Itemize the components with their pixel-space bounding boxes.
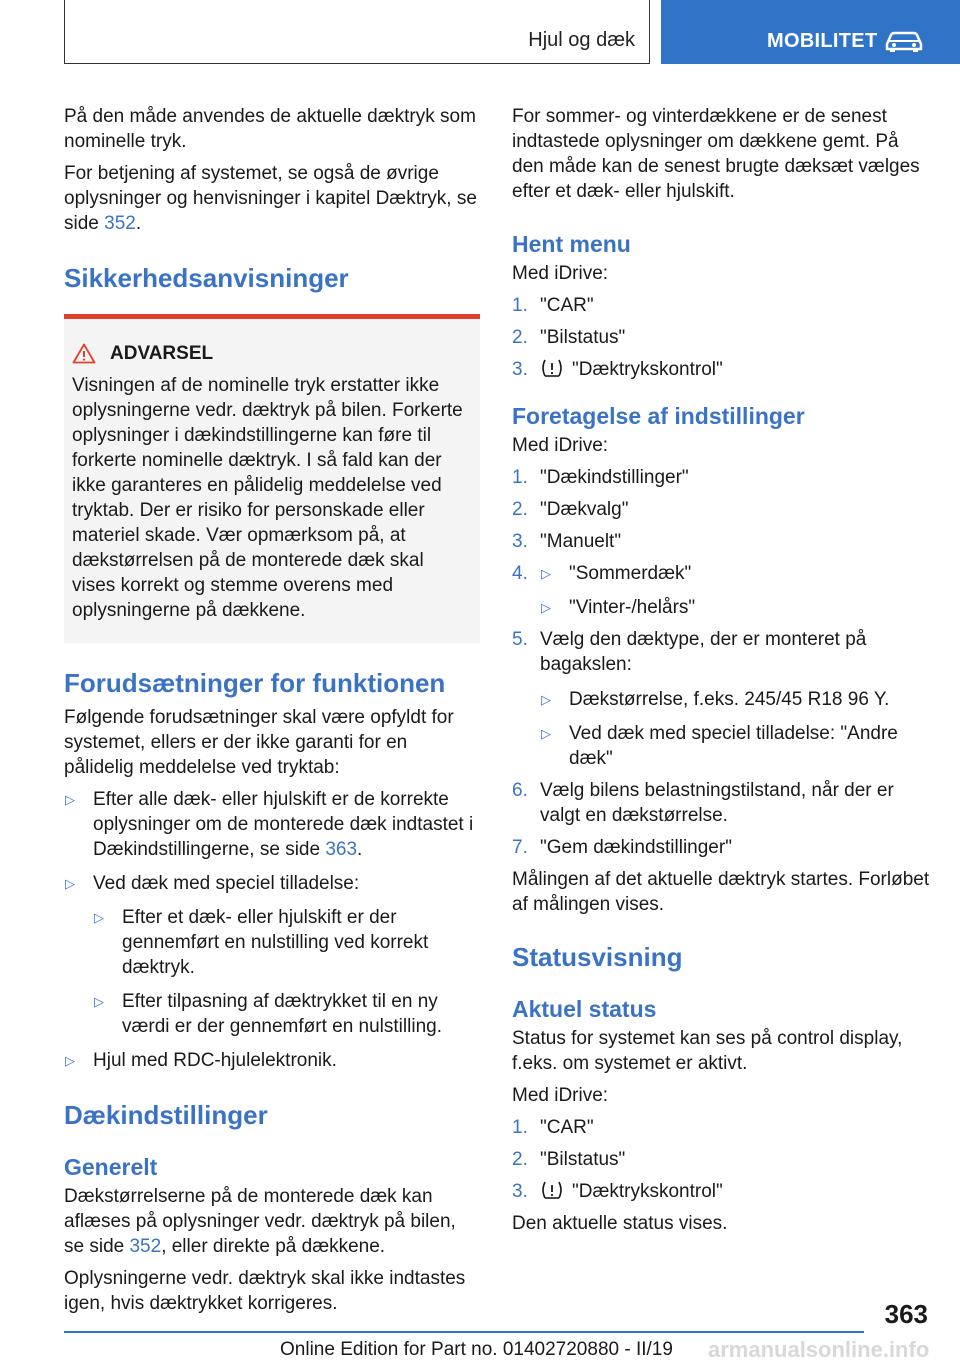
option-text: Ved dæk med speciel tilladelse: "Andre dæk" <box>569 723 898 769</box>
general-paragraph-2: Oplysningerne vedr. dæktryk skal ikke indtastes igen, hvis dæktrykket korrigeres. <box>64 1268 466 1314</box>
step-number: 1. <box>512 467 528 488</box>
tire-pressure-icon <box>540 1180 564 1200</box>
list-item <box>540 561 932 586</box>
bullet-triangle-icon: ▷ <box>65 792 75 807</box>
status-intro: Med iDrive: <box>512 1085 609 1106</box>
step-text: "Dækindstillinger" <box>540 467 689 488</box>
prerequisites-intro: Følgende forudsætninger skal være opfyldt for systemet, ellers er der ikke garanti for en pålidelig meddelelse ved tryktab: <box>64 707 454 778</box>
step-number: 1. <box>512 295 528 316</box>
heading-current-status: Aktuel status <box>512 996 657 1022</box>
prereq-subitem-1-text: Efter et dæk- eller hjulskift er der gennemført en nulstilling ved korrekt dæktryk. <box>122 907 429 978</box>
list-item <box>512 357 932 382</box>
status-steps <box>512 1115 932 1204</box>
option-text: Dækstørrelse, f.eks. 245/45 R18 96 Y. <box>569 689 890 710</box>
step-text: "Dæktrykskontrol" <box>572 359 723 380</box>
list-item <box>512 835 932 860</box>
step-text: "Gem dækindstillinger" <box>540 837 732 858</box>
list-item <box>512 325 932 350</box>
option-text: "Vinter-/helårs" <box>569 597 696 618</box>
step-number: 3. <box>512 1181 528 1202</box>
status-result: Den aktuelle status vises. <box>512 1213 728 1234</box>
heading-menu: Hent menu <box>512 231 631 257</box>
heading-safety: Sikkerhedsanvisninger <box>64 263 349 293</box>
step-number: 6. <box>512 780 528 801</box>
step-number: 1. <box>512 1117 528 1138</box>
prereq-item-1-end: . <box>357 839 363 860</box>
bullet-triangle-icon: ▷ <box>541 566 551 581</box>
step-text: "CAR" <box>540 295 594 316</box>
general-paragraph-1 <box>64 1184 480 1259</box>
general-paragraph-1-text: Dækstørrelserne på de monterede dæk kan aflæses på oplysninger vedr. dæktryk på bilen, se side <box>64 1186 456 1257</box>
step-text: "Dæktrykskontrol" <box>572 1181 723 1202</box>
list-item <box>64 871 480 1039</box>
heading-general: Generelt <box>64 1154 158 1180</box>
list-item <box>512 778 932 828</box>
step-number: 2. <box>512 1149 528 1170</box>
warning-text: Visningen af de nominelle tryk erstatter ikke oplysningerne vedr. dæktryk på bilen. Forkerte oplysninger i dækindstillingerne kan føre til forkerte nominelle dæktryk. I så fald kan der ikke garanteres en pålidelig meddelelse ved tryktab. Der er risiko for personskade eller materiel skade. Vær opmærksom på, at dækstørrelsen på de monterede dæk skal vises korrekt og stemme overens med oplysningerne på dækkene. <box>72 375 463 621</box>
step-number: 4. <box>512 563 528 584</box>
list-item <box>93 989 480 1039</box>
step-number: 3. <box>512 359 528 380</box>
footer-divider <box>64 1331 864 1333</box>
header-chapter-title: MOBILITET <box>767 30 878 52</box>
step-text: "Bilstatus" <box>540 1149 626 1170</box>
page-number: 363 <box>884 1299 928 1329</box>
step-5-options <box>540 687 932 771</box>
list-item <box>512 627 932 771</box>
general-paragraph-1-end: , eller direkte på dækkene. <box>161 1236 386 1257</box>
step-number: 3. <box>512 531 528 552</box>
header-section-title: Hjul og dæk <box>528 29 635 51</box>
warning-box <box>64 314 480 643</box>
step-text: "Bilstatus" <box>540 327 626 348</box>
watermark: armanualsonline.info <box>708 1337 930 1362</box>
right-column <box>512 104 932 1243</box>
heading-prerequisites: Forudsætninger for funktionen <box>64 668 446 698</box>
bullet-triangle-icon: ▷ <box>94 910 104 925</box>
bullet-triangle-icon: ▷ <box>541 692 551 707</box>
bullet-triangle-icon: ▷ <box>541 726 551 741</box>
step-number: 2. <box>512 327 528 348</box>
page-link-352-b[interactable]: 352 <box>129 1236 162 1257</box>
intro-paragraph-2-text: For betjening af systemet, se også de øvrige oplysninger og henvisninger i kapitel Dæktryk, se side <box>64 163 477 234</box>
page-link-352[interactable]: 352 <box>104 213 136 234</box>
heading-tire-settings: Dækindstillinger <box>64 1100 268 1130</box>
edition-text: Online Edition for Part no. 01402720880 - II/19 <box>280 1339 673 1360</box>
list-item <box>512 465 932 490</box>
heading-settings: Foretagelse af indstillinger <box>512 403 805 429</box>
list-item <box>512 293 932 318</box>
left-column <box>64 104 480 1323</box>
tire-pressure-icon <box>540 358 564 378</box>
bullet-triangle-icon: ▷ <box>541 600 551 615</box>
list-item <box>64 1048 480 1073</box>
prerequisites-sublist <box>93 905 480 1039</box>
prereq-item-2-text: Ved dæk med speciel tilladelse: <box>93 873 360 894</box>
list-item <box>512 1147 932 1172</box>
current-status-paragraph: Status for systemet kan ses på control display, f.eks. om systemet er aktivt. <box>512 1028 903 1074</box>
heading-status-display: Statusvisning <box>512 942 683 972</box>
list-item <box>512 1179 932 1204</box>
bullet-triangle-icon: ▷ <box>94 994 104 1009</box>
warning-header <box>72 341 472 366</box>
step-text: "CAR" <box>540 1117 594 1138</box>
list-item <box>64 787 480 862</box>
step-text: "Dækvalg" <box>540 499 629 520</box>
warning-triangle-icon <box>72 343 96 364</box>
step-text: "Manuelt" <box>540 531 622 552</box>
header-section-box <box>64 0 650 64</box>
page-link-363[interactable]: 363 <box>325 839 358 860</box>
step-text: Vælg bilens belastningstilstand, når der er valgt en dækstørrelse. <box>540 780 894 826</box>
step-text: Vælg den dæktype, der er monteret på bagakslen: <box>540 629 867 675</box>
menu-intro: Med iDrive: <box>512 263 609 284</box>
bullet-triangle-icon: ▷ <box>65 1053 75 1068</box>
list-item <box>512 1115 932 1140</box>
list-item <box>540 687 932 712</box>
list-item <box>512 561 932 620</box>
list-item <box>540 595 932 620</box>
step-number: 2. <box>512 499 528 520</box>
menu-steps <box>512 293 932 382</box>
prereq-item-1-text: Efter alle dæk- eller hjulskift er de korrekte oplysninger om de monterede dæk indtastet i Dækindstillingerne, se side <box>93 789 474 860</box>
intro-paragraph-2 <box>64 161 480 236</box>
prerequisites-list <box>64 787 480 1073</box>
step-4-options <box>540 561 932 620</box>
list-item <box>93 905 480 980</box>
warning-title: ADVARSEL <box>110 343 214 364</box>
list-item <box>540 721 932 771</box>
intro-paragraph-1: På den måde anvendes de aktuelle dæktryk som nominelle tryk. <box>64 106 476 152</box>
prereq-subitem-2-text: Efter tilpasning af dæktrykket til en ny værdi er der gennemført en nulstilling. <box>122 991 442 1037</box>
list-item <box>512 529 932 554</box>
header-chapter-box <box>661 0 960 64</box>
car-icon <box>883 30 925 52</box>
intro-paragraph-2-end: . <box>135 213 142 234</box>
bullet-triangle-icon: ▷ <box>65 876 75 891</box>
settings-intro: Med iDrive: <box>512 435 609 456</box>
list-item <box>512 497 932 522</box>
step-number: 7. <box>512 837 528 858</box>
settings-steps <box>512 465 932 860</box>
option-text: "Sommerdæk" <box>569 563 692 584</box>
step-number: 5. <box>512 629 528 650</box>
measurement-paragraph: Målingen af det aktuelle dæktryk startes. Forløbet af målingen vises. <box>512 869 930 915</box>
dataset-paragraph: For sommer- og vinterdækkene er de senest indtastede oplysninger om dækkene gemt. På den måde kan de senest brugte dæksæt vælges efter et dæk- eller hjulskift. <box>512 106 920 202</box>
prereq-item-3-text: Hjul med RDC-hjulelektronik. <box>93 1050 337 1071</box>
